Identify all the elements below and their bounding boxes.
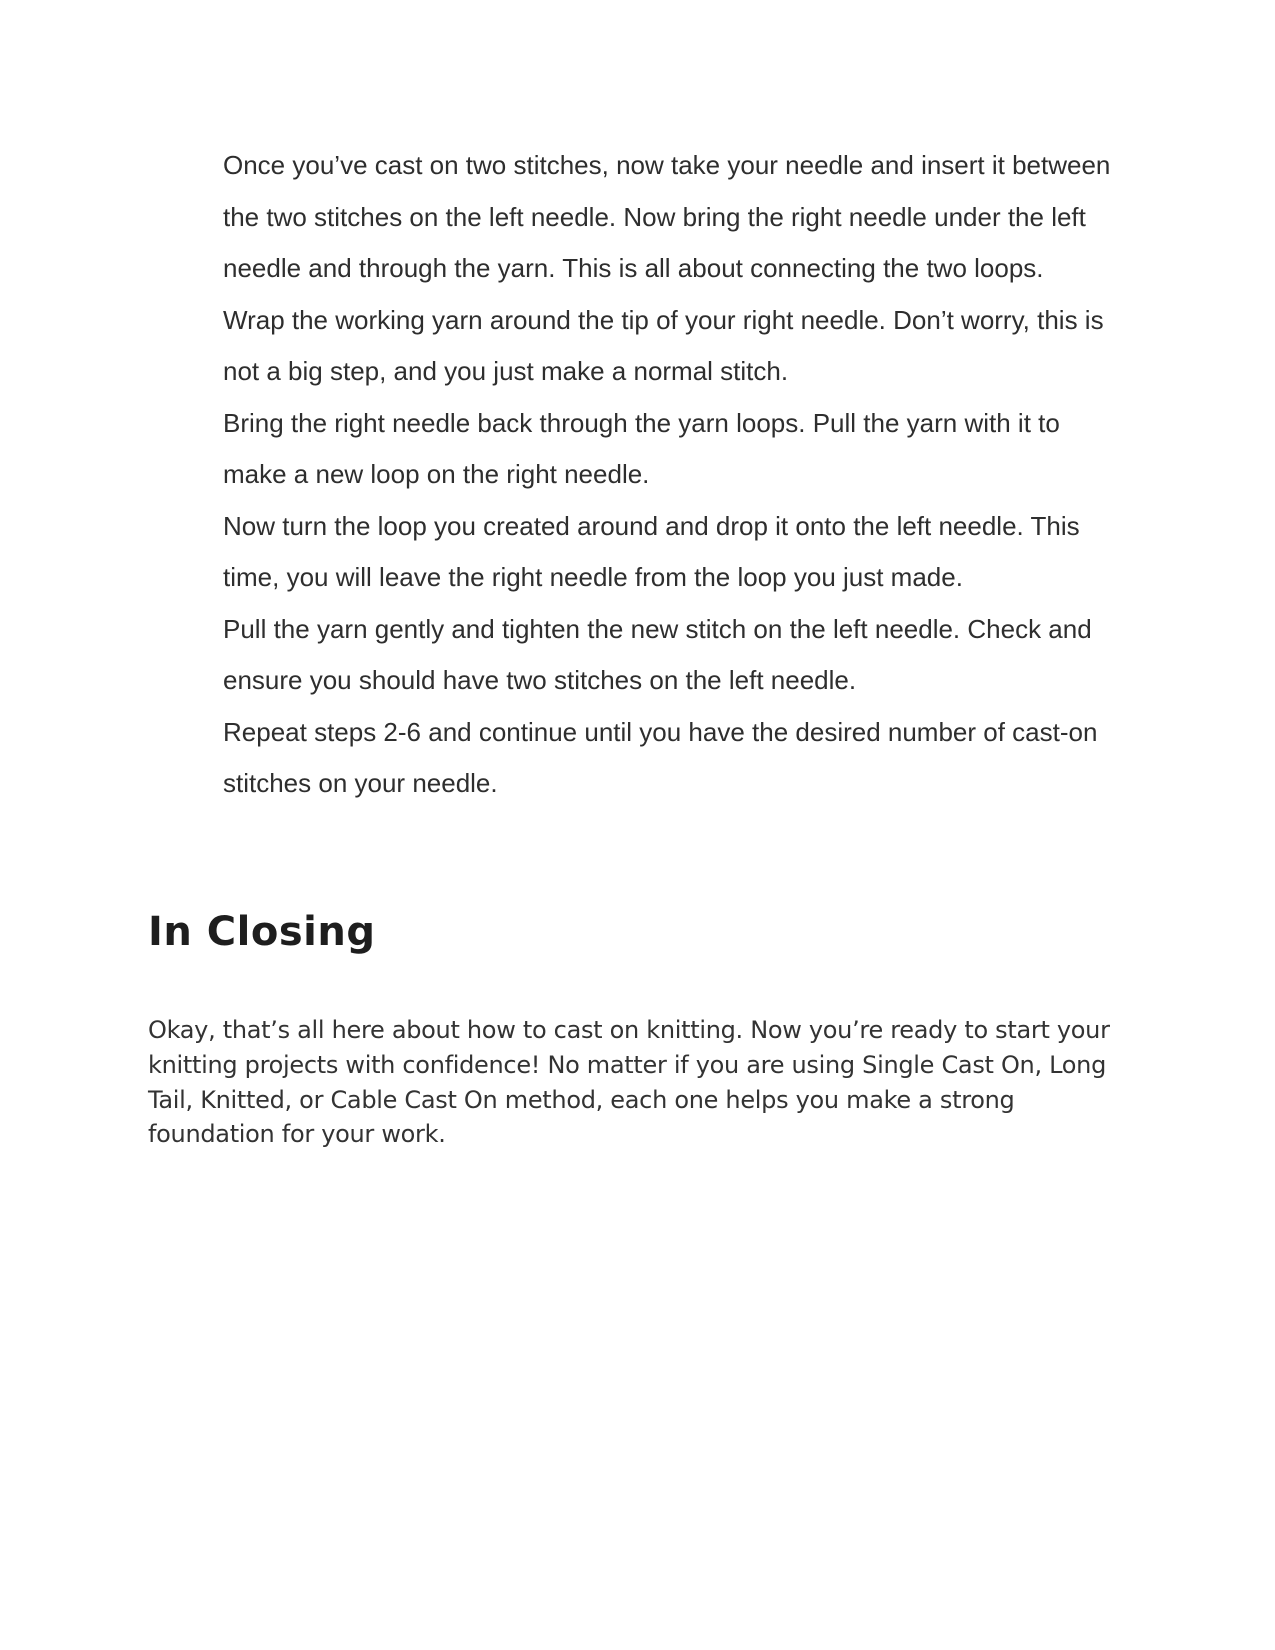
closing-paragraph: Okay, that’s all here about how to cast on knitting. Now you’re ready to start your knitting projects with confidence! No matter if you are using Single Cast On, Long Tail, Knitted, or Cable Cast On method, each one helps you make a strong foundation for your work. <box>148 1016 1110 1149</box>
step-item: Repeat steps 2-6 and continue until you have the desired number of cast-on stitches on your needle. <box>223 716 1098 798</box>
step-item: Bring the right needle back through the yarn loops. Pull the yarn with it to make a new loop on the right needle. <box>223 407 1060 489</box>
step-item: Once you’ve cast on two stitches, now take your needle and insert it between the two stitches on the left needle. Now bring the right needle under the left needle and through the yarn. This is all about connecting the two loops. <box>223 150 1111 283</box>
section-heading: In Closing <box>148 909 376 955</box>
step-item: Now turn the loop you created around and drop it onto the left needle. This time, you will leave the right needle from the loop you just made. <box>223 510 1080 592</box>
step-item: Pull the yarn gently and tighten the new stitch on the left needle. Check and ensure you should have two stitches on the left needle. <box>223 613 1092 695</box>
step-item: Wrap the working yarn around the tip of your right needle. Don’t worry, this is not a big step, and you just make a normal stitch. <box>223 304 1104 386</box>
cast-on-steps-list <box>223 140 1123 810</box>
